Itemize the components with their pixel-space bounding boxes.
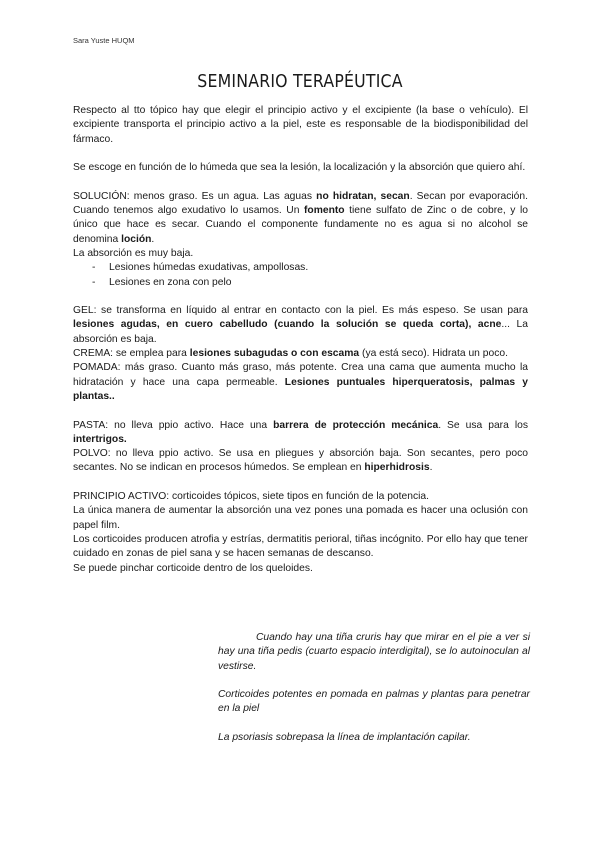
author-header: Sara Yuste HUQM bbox=[73, 36, 135, 45]
corticoides-paragraph: Los corticoides producen atrofia y estrías, dermatitis perioral, tiñas incógnito. Por ello hay que tener cuidado en zonas de piel sana y se hacen semanas de descanso. bbox=[73, 533, 528, 560]
document-body bbox=[73, 104, 528, 576]
solucion-bullet-list bbox=[73, 261, 528, 290]
note-corticoides: Corticoides potentes en pomada en palmas y plantas para penetrar en la piel bbox=[218, 689, 530, 715]
principio-activo-paragraph: PRINCIPIO ACTIVO: corticoides tópicos, siete tipos en función de la potencia. bbox=[73, 491, 429, 503]
gel-paragraph: GEL: se transforma en líquido al entrar en contacto con la piel. Es más espeso. Se usan para lesiones agudas, en cuero cabelludo (cuando la solución se queda corta), acne... La absorción es baja. bbox=[73, 305, 528, 345]
list-item: - Lesiones húmedas exudativas, ampollosas. bbox=[73, 261, 528, 275]
side-notes bbox=[218, 631, 530, 745]
absorcion-paragraph: La única manera de aumentar la absorción una vez pones una pomada es hacer una oclusión con papel film. bbox=[73, 505, 528, 531]
crema-paragraph: CREMA: se emplea para lesiones subagudas o con escama (ya está seco). Hidrata un poco. bbox=[73, 348, 508, 360]
note-tina: Cuando hay una tiña cruris hay que mirar en el pie a ver si hay una tiña pedis (cuarto espacio interdigital), se lo autoinoculan al vestirse. bbox=[218, 632, 530, 672]
intro-paragraph-1: Respecto al tto tópico hay que elegir el principio activo y el excipiente (la base o vehículo). El excipiente transporta el principio activo a la piel, este es responsable de la biodisponibilidad del fármaco. bbox=[73, 105, 528, 145]
pasta-paragraph: PASTA: no lleva ppio activo. Hace una barrera de protección mecánica. Se usa para los intertrigos. bbox=[73, 419, 528, 445]
solucion-absorcion: La absorción es muy baja. bbox=[73, 247, 194, 259]
pomada-paragraph: POMADA: más graso. Cuanto más graso, más potente. Crea una cama que aumenta mucho la hidratación y hace una capa permeable. Lesiones puntuales hiperqueratosis, palmas y plantas.. bbox=[73, 362, 528, 402]
note-psoriasis: La psoriasis sobrepasa la línea de implantación capilar. bbox=[218, 732, 471, 744]
page-title: SEMINARIO TERAPÉUTICA bbox=[197, 72, 403, 92]
solucion-paragraph: SOLUCIÓN: menos graso. Es un agua. Las aguas no hidratan, secan. Secan por evaporación. Cuando tenemos algo exudativo lo usamos. Un fomento tiene sulfato de Zinc o de cobre, y lo único que hace es secar. Cuando el componente fundamente no es agua si no alcohol se denomina loción. bbox=[73, 190, 528, 245]
polvo-paragraph: POLVO: no lleva ppio activo. Se usa en pliegues y absorción baja. Son secantes, pero poco secantes. No se indican en procesos húmedos. Se emplean en hiperhidrosis. bbox=[73, 448, 528, 474]
intro-paragraph-2: Se escoge en función de lo húmeda que sea la lesión, la localización y la absorción que quiero ahí. bbox=[73, 162, 526, 174]
queloides-paragraph: Se puede pinchar corticoide dentro de los queloides. bbox=[73, 562, 313, 574]
list-item: - Lesiones en zona con pelo bbox=[73, 276, 528, 290]
